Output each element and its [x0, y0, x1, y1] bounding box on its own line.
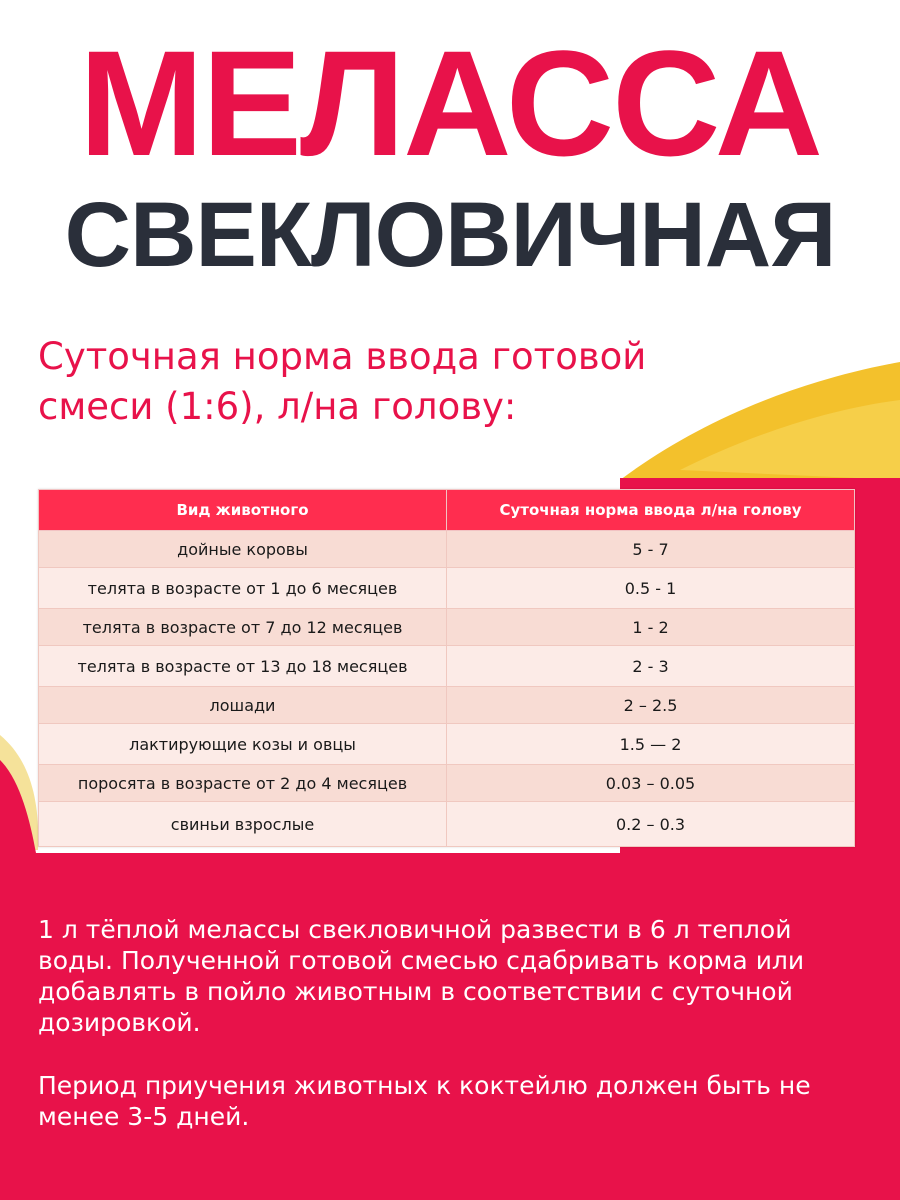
table-row: [39, 802, 855, 847]
dosage-heading-line-1: Суточная норма ввода готовой: [38, 335, 647, 378]
header-daily-dose: Суточная норма ввода л/на голову: [447, 490, 855, 531]
animal-cell: поросята в возрасте от 2 до 4 месяцев: [39, 765, 447, 802]
product-title: МЕЛАССА: [78, 19, 822, 187]
animal-cell: телята в возрасте от 13 до 18 месяцев: [39, 646, 447, 687]
table-row: [39, 568, 855, 609]
instructions-paragraph-2: Период приучения животных к коктейлю должен быть не менее 3-5 дней.: [38, 1071, 811, 1131]
header-animal-type: Вид животного: [39, 490, 447, 531]
table-row: [39, 609, 855, 646]
table-row: [39, 531, 855, 568]
dose-cell: 0.2 – 0.3: [447, 802, 855, 847]
table-header-row: [39, 490, 855, 531]
animal-cell: телята в возрасте от 7 до 12 месяцев: [39, 609, 447, 646]
animal-cell: лактирующие козы и овцы: [39, 724, 447, 765]
dose-cell: 2 – 2.5: [447, 687, 855, 724]
table-row: [39, 646, 855, 687]
animal-cell: лошади: [39, 687, 447, 724]
dose-cell: 0.03 – 0.05: [447, 765, 855, 802]
dosage-table: [38, 489, 855, 847]
dose-cell: 1.5 — 2: [447, 724, 855, 765]
table-row: [39, 687, 855, 724]
table-row: [39, 765, 855, 802]
dose-cell: 2 - 3: [447, 646, 855, 687]
dosage-heading-line-2: смеси (1:6), л/на голову:: [38, 385, 517, 428]
dose-cell: 1 - 2: [447, 609, 855, 646]
animal-cell: свиньи взрослые: [39, 802, 447, 847]
table-row: [39, 724, 855, 765]
product-subtitle: СВЕКЛОВИЧНАЯ: [64, 184, 836, 286]
instructions-block: [38, 914, 868, 1164]
dose-cell: 0.5 - 1: [447, 568, 855, 609]
animal-cell: телята в возрасте от 1 до 6 месяцев: [39, 568, 447, 609]
dosage-heading: [38, 332, 838, 432]
animal-cell: дойные коровы: [39, 531, 447, 568]
instructions-paragraph-1: 1 л тёплой мелассы свекловичной развести в 6 л теплой воды. Полученной готовой смесью сдабривать корма или добавлять в пойло животным в соответствии с суточной дозировкой.: [38, 915, 805, 1037]
dose-cell: 5 - 7: [447, 531, 855, 568]
